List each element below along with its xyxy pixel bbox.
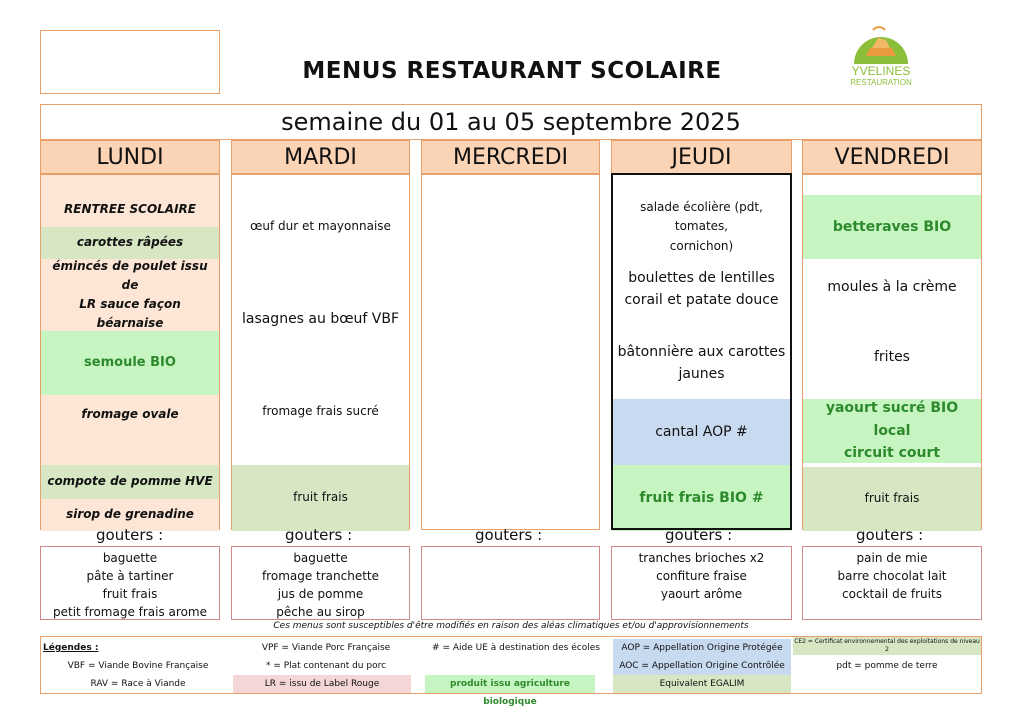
legend-aoc: AOC = Appellation Origine Contrôlée [613,657,791,675]
menu-item: betteraves BIO [803,195,981,259]
empty-header-box [40,30,220,94]
menu-item: frites [874,348,910,365]
gouter-item: baguette [102,551,158,565]
legend-vpf: VPF = Viande Porc Française [261,643,391,653]
gouter-item: fromage tranchette [261,569,380,583]
menu-column-mercredi [421,174,600,530]
legend-porc: * = Plat contenant du porc [265,661,387,671]
gouter-box-jeudi [611,546,792,620]
gouter-item: tranches brioches x2 [638,551,765,565]
menu-item-line: émincés de poulet issu de [52,258,208,292]
gouter-label-mercredi: gouters : [475,526,543,544]
gouter-item: barre chocolat lait [837,569,947,583]
menu-column-mardi [231,174,410,530]
logo-line1: YVELINES [851,64,911,78]
menu-item: carottes râpées [41,227,219,259]
menu-item-line: jaunes [678,366,725,382]
menu-item-line: LR sauce façon béarnaise [79,297,181,331]
menu-item: fruit frais BIO # [612,465,791,531]
menu-item-line: yaourt sucré BIO local [825,400,959,439]
gouter-label-mardi: gouters : [285,526,353,544]
day-header-mardi: MARDI [231,140,410,174]
menu-item: RENTREE SCOLAIRE [41,175,219,227]
menu-item-line: circuit court [843,445,941,462]
gouter-item: yaourt arôme [660,587,743,601]
page-title: MENUS RESTAURANT SCOLAIRE [302,58,722,84]
menu-item: œuf dur et mayonnaise [250,219,391,234]
gouter-box-mardi [231,546,410,620]
gouter-item: fruit frais [102,587,158,601]
gouter-label-jeudi: gouters : [665,526,733,544]
gouter-item: confiture fraise [656,569,747,583]
gouter-item: pêche au sirop [276,605,365,619]
legend-pdt: pdt = pomme de terre [836,661,938,671]
gouter-item: cocktail de fruits [842,587,942,601]
menu-item: fruit frais [232,465,409,531]
menu-item: lasagnes au bœuf VBF [241,310,400,327]
day-header-vendredi: VENDREDI [802,140,982,174]
menu-item: fromage frais sucré [262,404,379,419]
menu-item: cantal AOP # [612,399,791,465]
legend-aop: AOP = Appellation Origine Protégée [613,639,791,657]
legend-egalim: Equivalent EGALIM [613,675,791,693]
legend-aide: # = Aide UE à destination des écoles [432,643,600,653]
gouter-box-mercredi [421,546,600,620]
legend-title: Légendes : [43,643,99,653]
jeudi-highlight-frame [611,173,792,530]
menu-item-line: corail et patate douce [624,292,779,308]
legend-rav: RAV = Race à Viande [90,679,186,689]
menu-item-line: cornichon) [669,238,734,253]
menu-item: semoule BIO [41,331,219,395]
logo-icon [826,20,936,66]
legend-box [40,636,982,707]
menu-item: fruit frais [803,467,981,531]
menu-item: moules à la crème [827,278,957,295]
gouter-item: pâte à tartiner [86,569,174,583]
menu-column-vendredi [802,174,982,530]
day-header-jeudi: JEUDI [611,140,792,174]
gouter-item: jus de pomme [277,587,364,601]
legend-vbf: VBF = Viande Bovine Française [67,661,209,671]
menu-item [41,259,219,331]
legend-ce2: CE2 = Certificat environnemental des exploitations de niveau 2 [794,638,980,653]
legend-lr: LR = issu de Label Rouge [233,675,411,693]
menu-item: compote de pomme HVE [41,465,219,499]
gouter-item: pain de mie [856,551,928,565]
gouter-label-vendredi: gouters : [856,526,924,544]
day-header-lundi: LUNDI [40,140,220,174]
gouter-box-vendredi [802,546,982,620]
disclaimer-note: Ces menus sont susceptibles d'être modifiés en raison des aléas climatiques et/ou d'approvisionnements [273,621,749,631]
menu-item: fromage ovale [41,395,219,465]
logo-line2: RESTAURATION [850,78,912,87]
yvelines-logo [826,20,936,92]
gouter-box-lundi [40,546,220,620]
menu-item-line: salade écolière (pdt, tomates, [640,200,763,234]
gouter-label-lundi: gouters : [96,526,164,544]
menu-item-line: bâtonnière aux carottes [617,343,786,360]
menu-item-line: boulettes de lentilles [628,269,775,286]
gouter-item: baguette [293,551,348,565]
menu-column-lundi [40,174,220,530]
legend-bio: produit issu agriculture biologique [425,675,595,693]
gouter-item: petit fromage frais arome [52,605,207,619]
menu-item [803,399,981,463]
menu-item: sirop de grenadine [41,499,219,531]
week-banner: semaine du 01 au 05 septembre 2025 [40,104,982,140]
day-header-mercredi: MERCREDI [421,140,600,174]
